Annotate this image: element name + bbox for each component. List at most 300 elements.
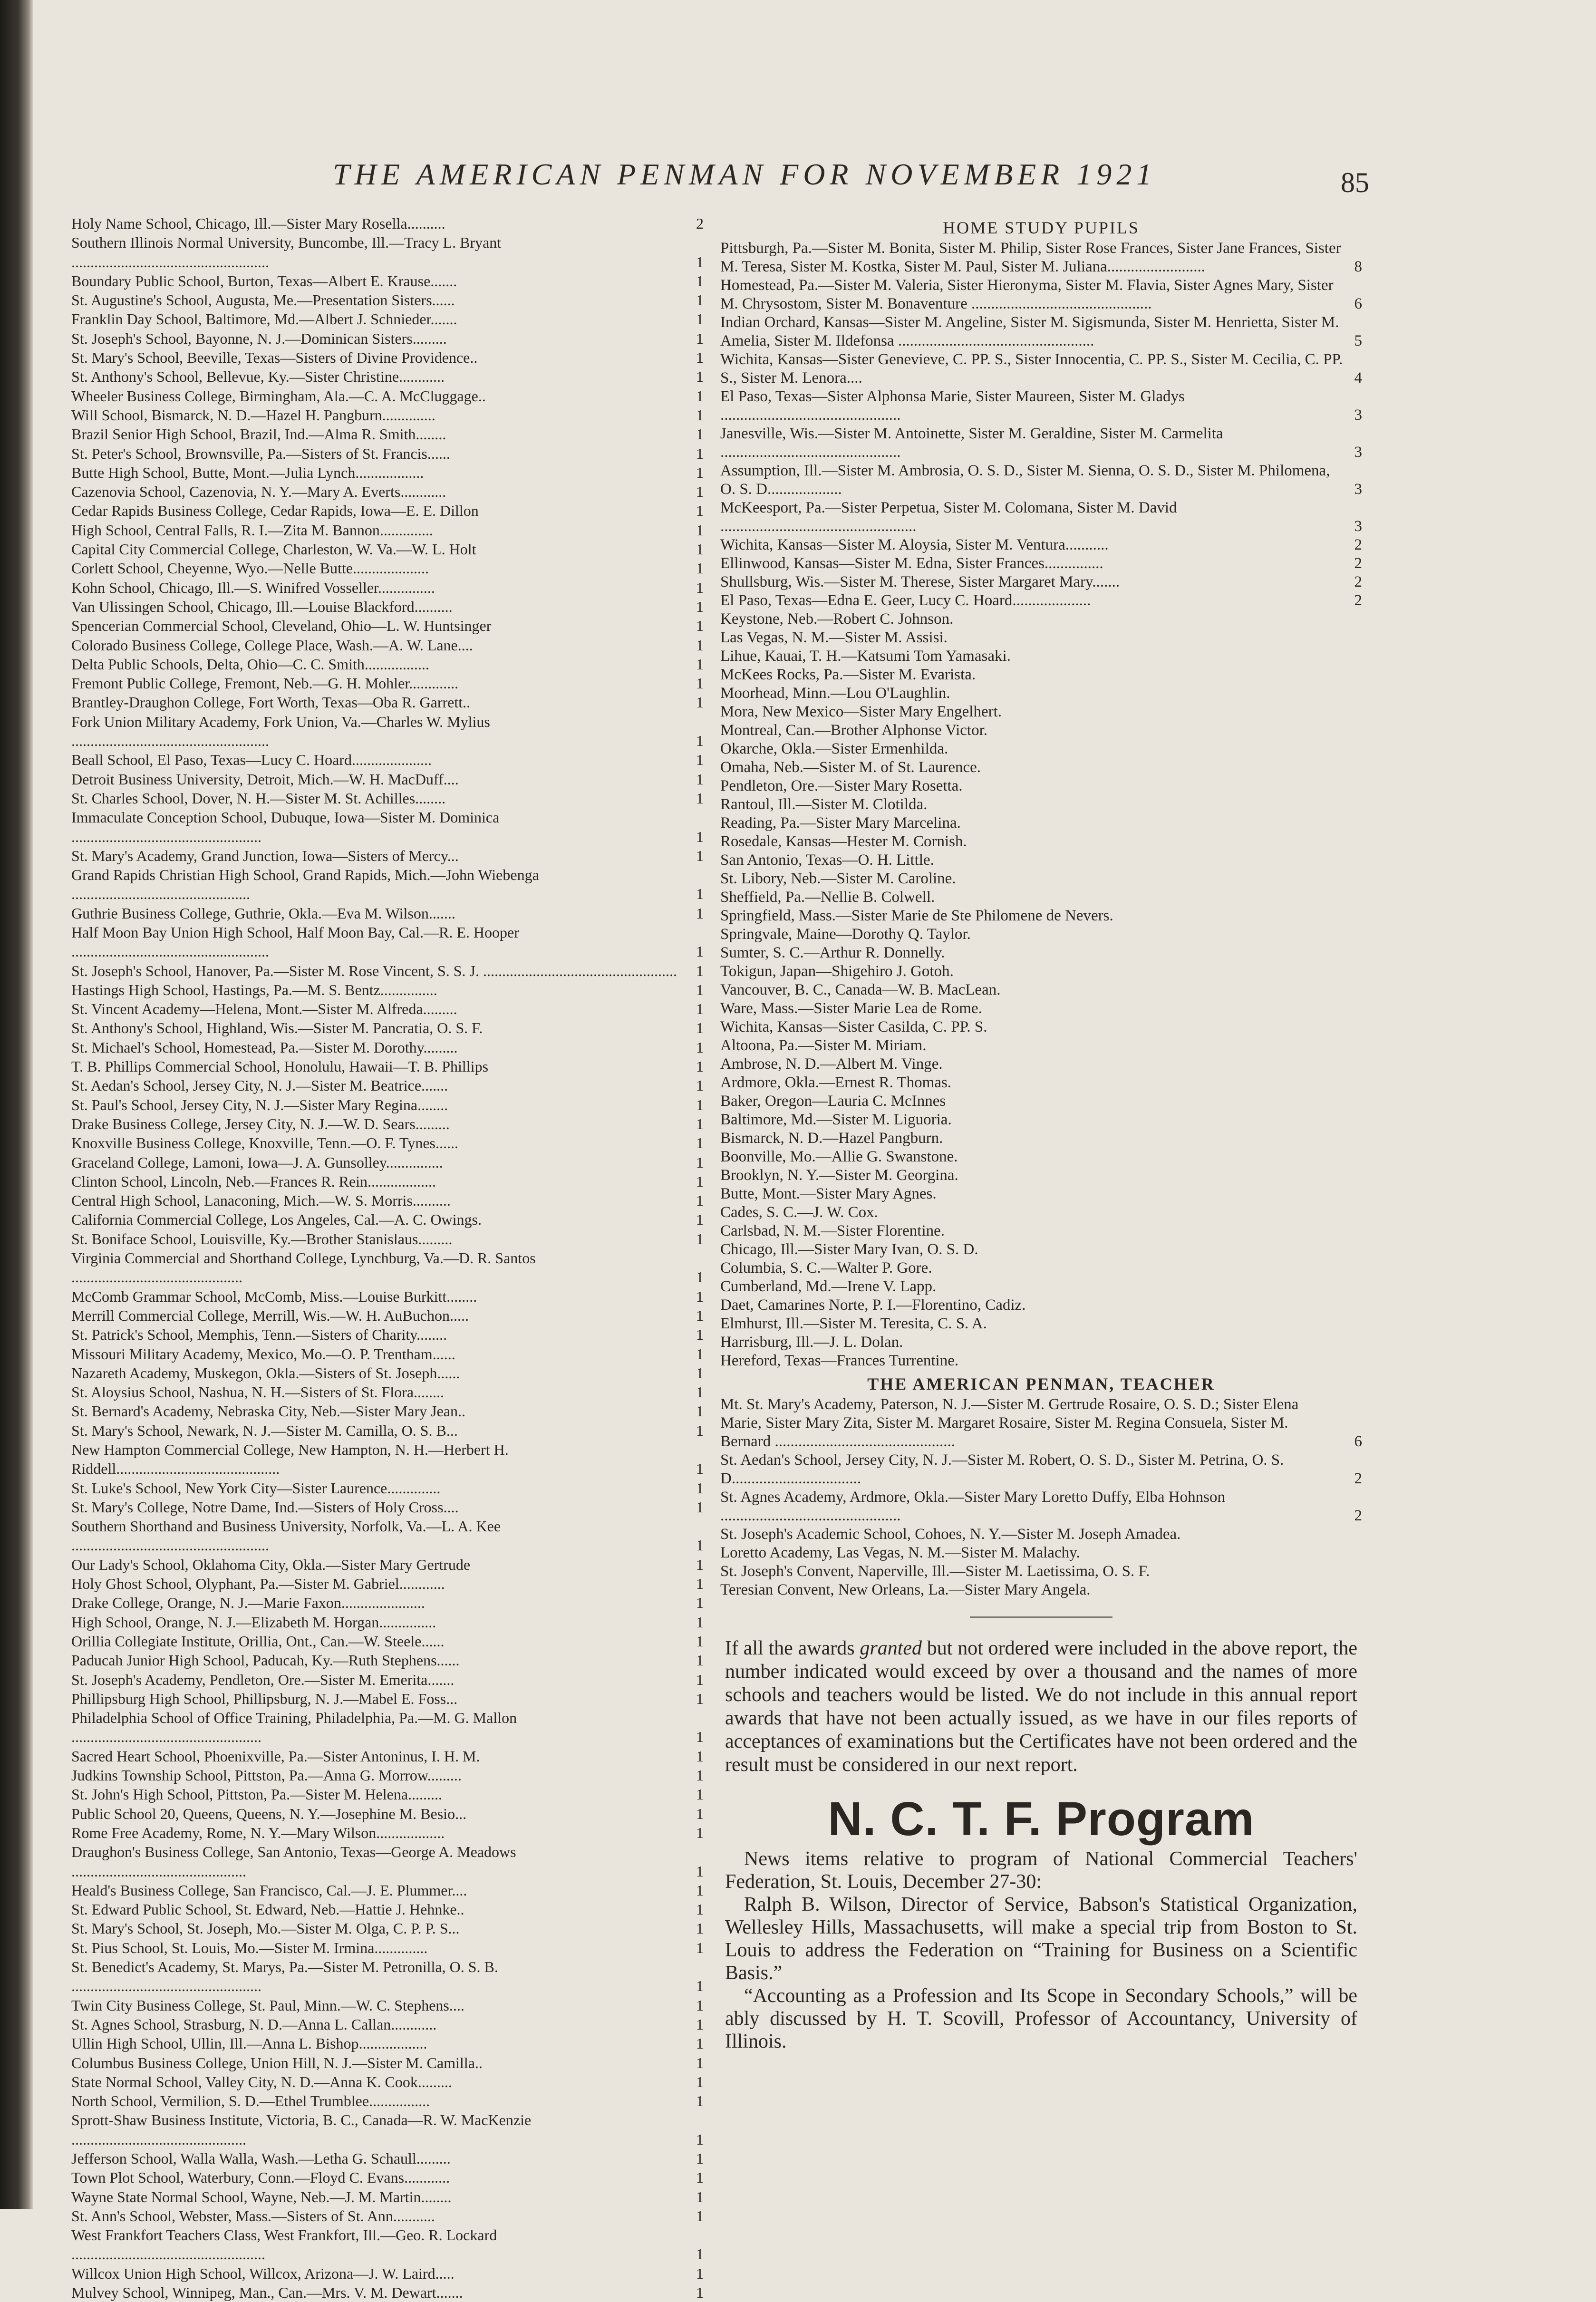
list-entry — [720, 239, 1362, 276]
list-entry — [720, 814, 1362, 832]
list-entry — [71, 789, 704, 808]
entry-count: 1 — [696, 1172, 704, 1190]
entry-text: California Commercial College, Los Angeles, Cal.—A. C. Owings. — [71, 1211, 482, 1228]
list-entry — [71, 1306, 704, 1325]
teacher-section-title: THE AMERICAN PENMAN, TEACHER — [867, 1374, 1215, 1393]
list-entry — [71, 1689, 704, 1708]
entry-text: Springfield, Mass.—Sister Marie de Ste Philomene de Nevers. — [720, 907, 1113, 924]
note-text-before: If all the awards — [725, 1637, 860, 1659]
entry-text: Columbus Business College, Union Hill, N. J.—Sister M. Camilla.. — [71, 2054, 483, 2071]
list-entry — [71, 2225, 704, 2264]
list-entry — [71, 1517, 704, 1555]
entry-text: Franklin Day School, Baltimore, Md.—Albert J. Schnieder....... — [71, 310, 457, 328]
entry-text: Wheeler Business College, Birmingham, Ala.—C. A. McCluggage.. — [71, 387, 486, 405]
list-entry — [71, 1613, 704, 1632]
entry-text: St. Agnes Academy, Ardmore, Okla.—Sister Mary Loretto Duffy, Elba Hohnson .............................................. — [720, 1489, 1225, 1524]
entry-count: 1 — [696, 2035, 704, 2052]
entry-text: El Paso, Texas—Edna E. Geer, Lucy C. Hoard.................... — [720, 592, 1091, 609]
list-entry — [720, 591, 1362, 610]
entry-text: Virginia Commercial and Shorthand College, Lynchburg, Va.—D. R. Santos ............................................. — [71, 1249, 536, 1286]
entry-count: 3 — [1354, 518, 1362, 535]
entry-count: 1 — [696, 1728, 704, 1746]
entry-text: Southern Illinois Normal University, Buncombe, Ill.—Tracy L. Bryant .................................................... — [71, 234, 502, 271]
list-entry — [720, 1352, 1362, 1370]
list-entry — [720, 313, 1362, 350]
entry-count: 1 — [696, 694, 704, 711]
entry-count: 1 — [696, 1881, 704, 1899]
entry-text: Brazil Senior High School, Brazil, Ind.—Alma R. Smith........ — [71, 426, 446, 443]
home-study-title: HOME STUDY PUPILS — [943, 218, 1140, 237]
list-entry — [71, 712, 704, 751]
entry-text: Corlett School, Cheyenne, Wyo.—Nelle Butte.................... — [71, 560, 429, 577]
entry-count: 1 — [696, 1383, 704, 1401]
entry-count: 1 — [696, 751, 704, 769]
entry-count: 1 — [696, 962, 704, 979]
entry-count: 2 — [696, 215, 704, 232]
list-entry — [71, 1479, 704, 1498]
list-entry — [720, 350, 1362, 387]
entry-text: Montreal, Can.—Brother Alphonse Victor. — [720, 722, 987, 739]
entry-text: St. Vincent Academy—Helena, Mont.—Sister M. Alfreda......... — [71, 1000, 457, 1018]
list-entry — [71, 2168, 704, 2187]
entry-count: 1 — [696, 732, 704, 750]
entry-text: Altoona, Pa.—Sister M. Miriam. — [720, 1037, 927, 1054]
entry-count: 1 — [696, 1402, 704, 1420]
entry-text: Clinton School, Lincoln, Neb.—Frances R. Rein.................. — [71, 1172, 436, 1190]
note-emphasis: granted — [860, 1637, 922, 1659]
entry-text: Wichita, Kansas—Sister M. Aloysia, Sister M. Ventura........... — [720, 536, 1109, 553]
entry-count: 1 — [696, 1767, 704, 1784]
entry-text: Janesville, Wis.—Sister M. Antoinette, Sister M. Geraldine, Sister M. Carmelita .............................................. — [720, 425, 1223, 461]
entry-text: Detroit Business University, Detroit, Mich.—W. H. MacDuff.... — [71, 770, 459, 788]
entry-text: St. Boniface School, Louisville, Ky.—Brother Stanislaus......... — [71, 1230, 453, 1248]
entry-count: 1 — [696, 1306, 704, 1324]
entry-text: Delta Public Schools, Delta, Ohio—C. C. Smith................. — [71, 655, 429, 673]
entry-text: St. Joseph's School, Hanover, Pa.—Sister M. Rose Vincent, S. S. J. ................................................... — [71, 962, 677, 979]
entry-text: St. Benedict's Academy, St. Marys, Pa.—Sister M. Petronilla, O. S. B. .................................................. — [71, 1958, 498, 1995]
list-entry — [71, 1325, 704, 1344]
home-study-list — [720, 239, 1362, 1370]
entry-text: Mt. St. Mary's Academy, Paterson, N. J.—Sister M. Gertrude Rosaire, O. S. D.; Sister Elena Marie, Sister Mary Zita, Sister M. Margaret Rosaire, Sister M. Regina Consuela, Sister M. Bernard .............................................. — [720, 1396, 1299, 1450]
list-entry — [71, 2264, 704, 2283]
list-entry — [71, 693, 704, 712]
list-entry — [71, 1574, 704, 1593]
entry-text: Van Ulissingen School, Chicago, Ill.—Louise Blackford.......... — [71, 598, 453, 615]
entry-text: Graceland College, Lamoni, Iowa—J. A. Gunsolley............... — [71, 1153, 443, 1171]
entry-text: St. Mary's School, Newark, N. J.—Sister M. Camilla, O. S. B... — [71, 1422, 458, 1439]
entry-count: 1 — [696, 2207, 704, 2225]
entry-count: 1 — [696, 464, 704, 481]
entry-text: Ellinwood, Kansas—Sister M. Edna, Sister Frances............... — [720, 555, 1103, 572]
entry-count: 1 — [696, 387, 704, 405]
list-entry — [71, 1210, 704, 1229]
entry-text: Public School 20, Queens, Queens, N. Y.—Josephine M. Besio... — [71, 1805, 467, 1822]
entry-text: Lihue, Kauai, T. H.—Katsumi Tom Yamasaki. — [720, 648, 1011, 665]
entry-text: Jefferson School, Walla Walla, Wash.—Letha G. Schaull......... — [71, 2149, 451, 2167]
list-entry — [71, 501, 704, 520]
entry-text: Loretto Academy, Las Vegas, N. M.—Sister M. Malachy. — [720, 1544, 1080, 1561]
entry-count: 3 — [1354, 444, 1362, 461]
entry-text: Tokigun, Japan—Shigehiro J. Gotoh. — [720, 963, 954, 980]
list-entry — [71, 655, 704, 674]
entry-count: 1 — [696, 1153, 704, 1171]
list-entry — [71, 1842, 704, 1881]
entry-count: 1 — [696, 1038, 704, 1056]
list-entry — [71, 923, 704, 961]
list-entry — [720, 610, 1362, 629]
entry-text: Sheffield, Pa.—Nellie B. Colwell. — [720, 889, 935, 906]
list-entry — [71, 1421, 704, 1440]
program-text — [725, 1847, 1357, 2053]
entry-count: 1 — [696, 368, 704, 386]
list-entry — [720, 907, 1362, 925]
entry-text: Immaculate Conception School, Dubuque, Iowa—Sister M. Dominica .................................................. — [71, 809, 500, 845]
program-heading: N. C. T. F. Program — [828, 1792, 1255, 1846]
book-binding-edge — [0, 0, 33, 2209]
entry-text: El Paso, Texas—Sister Alphonsa Marie, Sister Maureen, Sister M. Gladys .............................................. — [720, 388, 1185, 424]
list-entry — [720, 1395, 1362, 1451]
entry-count: 1 — [696, 1077, 704, 1094]
entry-text: Okarche, Okla.—Sister Ermenhilda. — [720, 740, 948, 757]
entry-text: Ardmore, Okla.—Ernest R. Thomas. — [720, 1074, 952, 1091]
entry-text: Mulvey School, Winnipeg, Man., Can.—Mrs. V. M. Dewart....... — [71, 2284, 463, 2302]
entry-text: Homestead, Pa.—Sister M. Valeria, Sister Hieronyma, Sister M. Flavia, Sister Agnes Mary, Sister M. Chrysostom, Sister M. Bonaventure .............................................. — [720, 277, 1334, 312]
list-entry — [720, 554, 1362, 573]
entry-text: Rantoul, Ill.—Sister M. Clotilda. — [720, 796, 928, 813]
list-entry — [71, 1153, 704, 1172]
list-entry — [720, 684, 1362, 703]
entry-count: 1 — [696, 2054, 704, 2071]
entry-text: Orillia Collegiate Institute, Orillia, Ont., Can.—W. Steele...... — [71, 1632, 445, 1650]
list-entry — [71, 1248, 704, 1287]
entry-text: St. Joseph's Academic School, Cohoes, N. Y.—Sister M. Joseph Amadea. — [720, 1526, 1181, 1543]
list-entry — [720, 851, 1362, 870]
list-entry — [720, 888, 1362, 907]
entry-text: St. Aedan's School, Jersey City, N. J.—Sister M. Robert, O. S. D., Sister M. Petrina, O. S. D................................. — [720, 1451, 1284, 1487]
entry-text: High School, Central Falls, R. I.—Zita M. Bannon.............. — [71, 521, 433, 539]
entry-count: 6 — [1354, 295, 1362, 312]
list-entry — [71, 1114, 704, 1133]
entry-text: Pendleton, Ore.—Sister Mary Rosetta. — [720, 777, 963, 794]
entry-text: Willcox Union High School, Willcox, Arizona—J. W. Laird..... — [71, 2264, 455, 2282]
entry-text: Wayne State Normal School, Wayne, Neb.—J. M. Martin........ — [71, 2188, 452, 2205]
entry-text: North School, Vermilion, S. D.—Ethel Trumblee................ — [71, 2092, 430, 2110]
list-entry — [71, 865, 704, 904]
entry-text: Drake College, Orange, N. J.—Marie Faxon...................... — [71, 1594, 425, 1612]
list-entry — [720, 981, 1362, 999]
list-entry — [720, 944, 1362, 962]
program-paragraph: Ralph B. Wilson, Director of Service, Babson's Statistical Organization, Wellesley Hills, Massachusetts, will make a special trip from Boston to St. Louis to address the Federation on “Training for Business on a Scientific Basis.” — [725, 1894, 1357, 1984]
entry-text: Baltimore, Md.—Sister M. Liguoria. — [720, 1111, 952, 1128]
entry-text: Vancouver, B. C., Canada—W. B. MacLean. — [720, 981, 1001, 998]
entry-text: St. Joseph's Academy, Pendleton, Ore.—Sister M. Emerita....... — [71, 1671, 455, 1688]
entry-count: 1 — [696, 2284, 704, 2302]
entry-count: 3 — [1354, 481, 1362, 498]
entry-count: 1 — [696, 1364, 704, 1382]
entry-text: St. Augustine's School, Augusta, Me.—Presentation Sisters...... — [71, 291, 455, 309]
list-entry — [71, 233, 704, 271]
list-entry — [71, 425, 704, 444]
list-entry — [720, 777, 1362, 795]
list-entry — [71, 1191, 704, 1210]
entry-text: Southern Shorthand and Business University, Norfolk, Va.—L. A. Kee .................................................... — [71, 1518, 501, 1554]
list-entry — [71, 521, 704, 540]
list-entry — [720, 1074, 1362, 1092]
list-entry — [71, 1440, 704, 1479]
list-entry — [71, 616, 704, 635]
entry-count: 1 — [696, 1537, 704, 1554]
list-entry — [71, 406, 704, 425]
list-entry — [720, 425, 1362, 462]
entry-text: St. Peter's School, Brownsville, Pa.—Sisters of St. Francis...... — [71, 445, 450, 462]
entry-text: Central High School, Lanaconing, Mich.—W. S. Morris.......... — [71, 1192, 451, 1209]
entry-count: 1 — [696, 1460, 704, 1478]
list-entry — [720, 1240, 1362, 1259]
entry-text: Chicago, Ill.—Sister Mary Ivan, O. S. D. — [720, 1241, 978, 1258]
entry-count: 1 — [696, 579, 704, 596]
entry-text: St. Pius School, St. Louis, Mo.—Sister M. Irmina.............. — [71, 1939, 428, 1956]
entry-count: 1 — [696, 1498, 704, 1516]
entry-text: Sumter, S. C.—Arthur R. Donnelly. — [720, 944, 945, 961]
entry-text: Draughon's Business College, San Antonio, Texas—George A. Meadows .............................................. — [71, 1843, 516, 1880]
entry-text: Missouri Military Academy, Mexico, Mo.—O. P. Trentham...... — [71, 1345, 455, 1363]
list-entry — [71, 387, 704, 406]
list-entry — [720, 1259, 1362, 1277]
entry-text: Cedar Rapids Business College, Cedar Rapids, Iowa—E. E. Dillon — [71, 502, 479, 520]
entry-text: Hereford, Texas—Frances Turrentine. — [720, 1352, 959, 1369]
list-entry — [71, 1038, 704, 1057]
list-entry — [71, 1555, 704, 1574]
list-entry — [71, 1498, 704, 1517]
entry-count: 1 — [696, 349, 704, 367]
entry-count: 1 — [696, 310, 704, 328]
entry-count: 1 — [696, 406, 704, 424]
entry-count: 1 — [696, 1230, 704, 1248]
entry-count: 1 — [696, 253, 704, 271]
list-entry — [71, 329, 704, 348]
entry-count: 1 — [696, 981, 704, 998]
entry-count: 1 — [696, 483, 704, 501]
entry-text: McKeesport, Pa.—Sister Perpetua, Sister M. Colomana, Sister M. David .................................................. — [720, 499, 1177, 535]
entry-count: 1 — [696, 2073, 704, 2090]
entry-text: Butte, Mont.—Sister Mary Agnes. — [720, 1185, 937, 1202]
entry-text: State Normal School, Valley City, N. D.—Anna K. Cook......... — [71, 2073, 452, 2090]
entry-text: West Frankfort Teachers Class, West Frankfort, Ill.—Geo. R. Lockard ................................................... — [71, 2226, 497, 2263]
list-entry — [71, 961, 704, 980]
entry-count: 1 — [696, 541, 704, 558]
entry-count: 1 — [696, 1115, 704, 1132]
list-entry — [720, 1296, 1362, 1315]
entry-text: Holy Name School, Chicago, Ill.—Sister Mary Rosella.......... — [71, 215, 445, 232]
list-entry — [71, 2206, 704, 2225]
entry-count: 1 — [696, 2149, 704, 2167]
list-entry — [720, 573, 1362, 591]
entry-text: Baker, Oregon—Lauria C. McInnes — [720, 1093, 946, 1110]
entry-count: 1 — [696, 1939, 704, 1956]
entry-text: Twin City Business College, St. Paul, Minn.—W. C. Stephens.... — [71, 1996, 464, 2014]
entry-text: Capital City Commercial College, Charleston, W. Va.—W. L. Holt — [71, 541, 476, 558]
entry-count: 6 — [1354, 1433, 1362, 1450]
teacher-list — [720, 1395, 1362, 1599]
list-entry — [720, 1277, 1362, 1296]
entry-text: St. Aedan's School, Jersey City, N. J.—Sister M. Beatrice....... — [71, 1077, 448, 1094]
entry-text: Las Vegas, N. M.—Sister M. Assisi. — [720, 629, 948, 646]
list-entry — [71, 348, 704, 367]
list-entry — [71, 482, 704, 501]
right-column — [720, 214, 1362, 2053]
list-entry — [71, 367, 704, 386]
list-entry — [71, 310, 704, 329]
list-entry — [71, 2053, 704, 2072]
entry-count: 1 — [696, 1287, 704, 1305]
entry-count: 1 — [696, 1786, 704, 1803]
entry-count: 1 — [696, 1594, 704, 1612]
list-entry — [720, 870, 1362, 888]
entry-count: 1 — [696, 1575, 704, 1593]
left-column — [71, 214, 704, 2302]
entry-count: 1 — [696, 2188, 704, 2205]
entry-text: Pittsburgh, Pa.—Sister M. Bonita, Sister M. Philip, Sister Rose Frances, Sister Jane Frances, Sister M. Teresa, Sister M. Kostka, Sister M. Paul, Sister M. Juliana......................... — [720, 240, 1341, 275]
entry-count: 1 — [696, 1824, 704, 1841]
list-entry — [71, 1881, 704, 1900]
list-entry — [720, 276, 1362, 313]
list-entry — [720, 740, 1362, 758]
page-number: 85 — [1341, 167, 1369, 198]
entry-count: 1 — [696, 1920, 704, 1937]
list-entry — [720, 1111, 1362, 1129]
entry-text: Teresian Convent, New Orleans, La.—Sister Mary Angela. — [720, 1581, 1091, 1598]
entry-text: Ullin High School, Ullin, Ill.—Anna L. Bishop.................. — [71, 2035, 427, 2052]
entry-count: 1 — [696, 1556, 704, 1573]
entry-text: Ambrose, N. D.—Albert M. Vinge. — [720, 1055, 943, 1073]
entry-count: 1 — [696, 1613, 704, 1631]
list-entry — [720, 1129, 1362, 1148]
entry-text: Brooklyn, N. Y.—Sister M. Georgina. — [720, 1167, 958, 1184]
entry-count: 1 — [696, 1632, 704, 1650]
awards-note — [725, 1637, 1357, 1777]
entry-text: Cades, S. C.—J. W. Cox. — [720, 1204, 878, 1221]
list-entry — [720, 795, 1362, 814]
entry-count: 1 — [696, 1479, 704, 1497]
entry-count: 1 — [696, 1862, 704, 1880]
entry-text: St. Libory, Neb.—Sister M. Caroline. — [720, 870, 956, 887]
list-entry — [71, 1766, 704, 1785]
entry-text: Phillipsburg High School, Phillipsburg, N. J.—Mabel E. Foss... — [71, 1690, 458, 1707]
entry-text: Merrill Commercial College, Merrill, Wis.—W. H. AuBuchon..... — [71, 1306, 469, 1324]
entry-count: 1 — [696, 770, 704, 788]
entry-text: St. Mary's Academy, Grand Junction, Iowa—Sisters of Mercy... — [71, 847, 459, 864]
entry-text: Assumption, Ill.—Sister M. Ambrosia, O. S. D., Sister M. Sienna, O. S. D., Sister M. Philomena, O. S. D................... — [720, 462, 1330, 498]
entry-count: 1 — [696, 1690, 704, 1707]
entry-text: Fremont Public College, Fremont, Neb.—G. H. Mohler............. — [71, 675, 459, 692]
entry-text: Holy Ghost School, Olyphant, Pa.—Sister M. Gabriel............ — [71, 1575, 445, 1593]
list-entry — [71, 1804, 704, 1823]
entry-text: New Hampton Commercial College, New Hampton, N. H.—Herbert H. Riddell........................................... — [71, 1441, 509, 1478]
entry-text: San Antonio, Texas—O. H. Little. — [720, 851, 934, 869]
list-entry — [71, 2110, 704, 2149]
list-entry — [720, 832, 1362, 851]
entry-count: 1 — [696, 1326, 704, 1344]
entry-count: 1 — [696, 1192, 704, 1209]
entry-text: St. Paul's School, Jersey City, N. J.—Sister Mary Regina........ — [71, 1096, 448, 1113]
list-entry — [71, 1095, 704, 1114]
entry-text: St. Mary's College, Notre Dame, Ind.—Sisters of Holy Cross.... — [71, 1498, 459, 1516]
entry-text: St. Joseph's School, Bayonne, N. J.—Dominican Sisters......... — [71, 329, 447, 347]
entry-text: Rosedale, Kansas—Hester M. Cornish. — [720, 833, 967, 850]
entry-count: 1 — [696, 2169, 704, 2186]
list-entry — [720, 499, 1362, 536]
list-entry — [720, 1544, 1362, 1562]
entry-count: 1 — [696, 560, 704, 577]
entry-count: 1 — [696, 655, 704, 673]
entry-text: Hastings High School, Hastings, Pa.—M. S. Bentz............... — [71, 981, 437, 998]
entry-count: 1 — [696, 1652, 704, 1669]
entry-count: 1 — [696, 1019, 704, 1037]
entry-text: Boundary Public School, Burton, Texas—Albert E. Krause....... — [71, 272, 457, 290]
entry-text: Columbia, S. C.—Walter P. Gore. — [720, 1259, 932, 1277]
entry-count: 1 — [696, 2245, 704, 2263]
entry-text: Rome Free Academy, Rome, N. Y.—Mary Wilson.................. — [71, 1824, 445, 1841]
entry-text: Grand Rapids Christian High School, Grand Rapids, Mich.—John Wiebenga ............................................... — [71, 866, 539, 903]
list-entry — [71, 1383, 704, 1402]
entry-count: 1 — [696, 598, 704, 615]
list-entry — [71, 1057, 704, 1076]
list-entry — [71, 540, 704, 559]
entry-count: 1 — [696, 675, 704, 692]
entry-text: Carlsbad, N. M.—Sister Florentine. — [720, 1222, 945, 1239]
list-entry — [71, 1919, 704, 1938]
entry-text: St. Luke's School, New York City—Sister Laurence.............. — [71, 1479, 441, 1497]
list-entry — [71, 636, 704, 655]
list-entry — [71, 1229, 704, 1248]
list-entry — [71, 2149, 704, 2168]
entry-text: Half Moon Bay Union High School, Half Moon Bay, Cal.—R. E. Hooper .................................................... — [71, 923, 519, 960]
list-entry — [720, 666, 1362, 684]
entry-text: Elmhurst, Ill.—Sister M. Teresita, C. S. A. — [720, 1315, 987, 1332]
list-entry — [720, 647, 1362, 666]
entry-count: 1 — [696, 2130, 704, 2148]
entry-text: St. Edward Public School, St. Edward, Neb.—Hattie J. Hehnke.. — [71, 1901, 464, 1918]
entry-count: 1 — [696, 636, 704, 654]
list-entry — [71, 1900, 704, 1919]
list-entry — [71, 214, 704, 233]
entry-text: Knoxville Business College, Knoxville, Tenn.—O. F. Tynes...... — [71, 1134, 458, 1152]
entry-text: Harrisburg, Ill.—J. L. Dolan. — [720, 1334, 903, 1351]
list-entry — [71, 1670, 704, 1689]
running-header: THE AMERICAN PENMAN FOR NOVEMBER 1921 — [333, 157, 1157, 191]
entry-count: 1 — [696, 291, 704, 309]
list-entry — [720, 1451, 1362, 1488]
entry-count: 2 — [1354, 592, 1362, 609]
entry-text: Judkins Township School, Pittston, Pa.—Anna G. Morrow......... — [71, 1767, 462, 1784]
list-entry — [71, 1708, 704, 1747]
entry-text: Beall School, El Paso, Texas—Lucy C. Hoard..................... — [71, 751, 432, 769]
entry-text: Philadelphia School of Office Training, Philadelphia, Pa.—M. G. Mallon .................................................. — [71, 1709, 517, 1746]
entry-text: Butte High School, Butte, Mont.—Julia Lynch.................. — [71, 464, 424, 481]
list-entry — [71, 1287, 704, 1306]
list-entry — [71, 1957, 704, 1996]
entry-count: 1 — [696, 329, 704, 347]
list-entry — [71, 1785, 704, 1804]
entry-text: Colorado Business College, College Place, Wash.—A. W. Lane.... — [71, 636, 473, 654]
list-entry — [71, 1747, 704, 1766]
entry-text: Shullsburg, Wis.—Sister M. Therese, Sister Margaret Mary....... — [720, 573, 1120, 590]
program-paragraph: News items relative to program of National Commercial Teachers' Federation, St. Louis, December 27-30: — [725, 1848, 1357, 1893]
entry-text: Boonville, Mo.—Allie G. Swanstone. — [720, 1148, 958, 1165]
entry-count: 1 — [696, 1996, 704, 2014]
entry-text: Kohn School, Chicago, Ill.—S. Winifred Vosseller............... — [71, 579, 435, 596]
list-entry — [720, 1562, 1362, 1581]
